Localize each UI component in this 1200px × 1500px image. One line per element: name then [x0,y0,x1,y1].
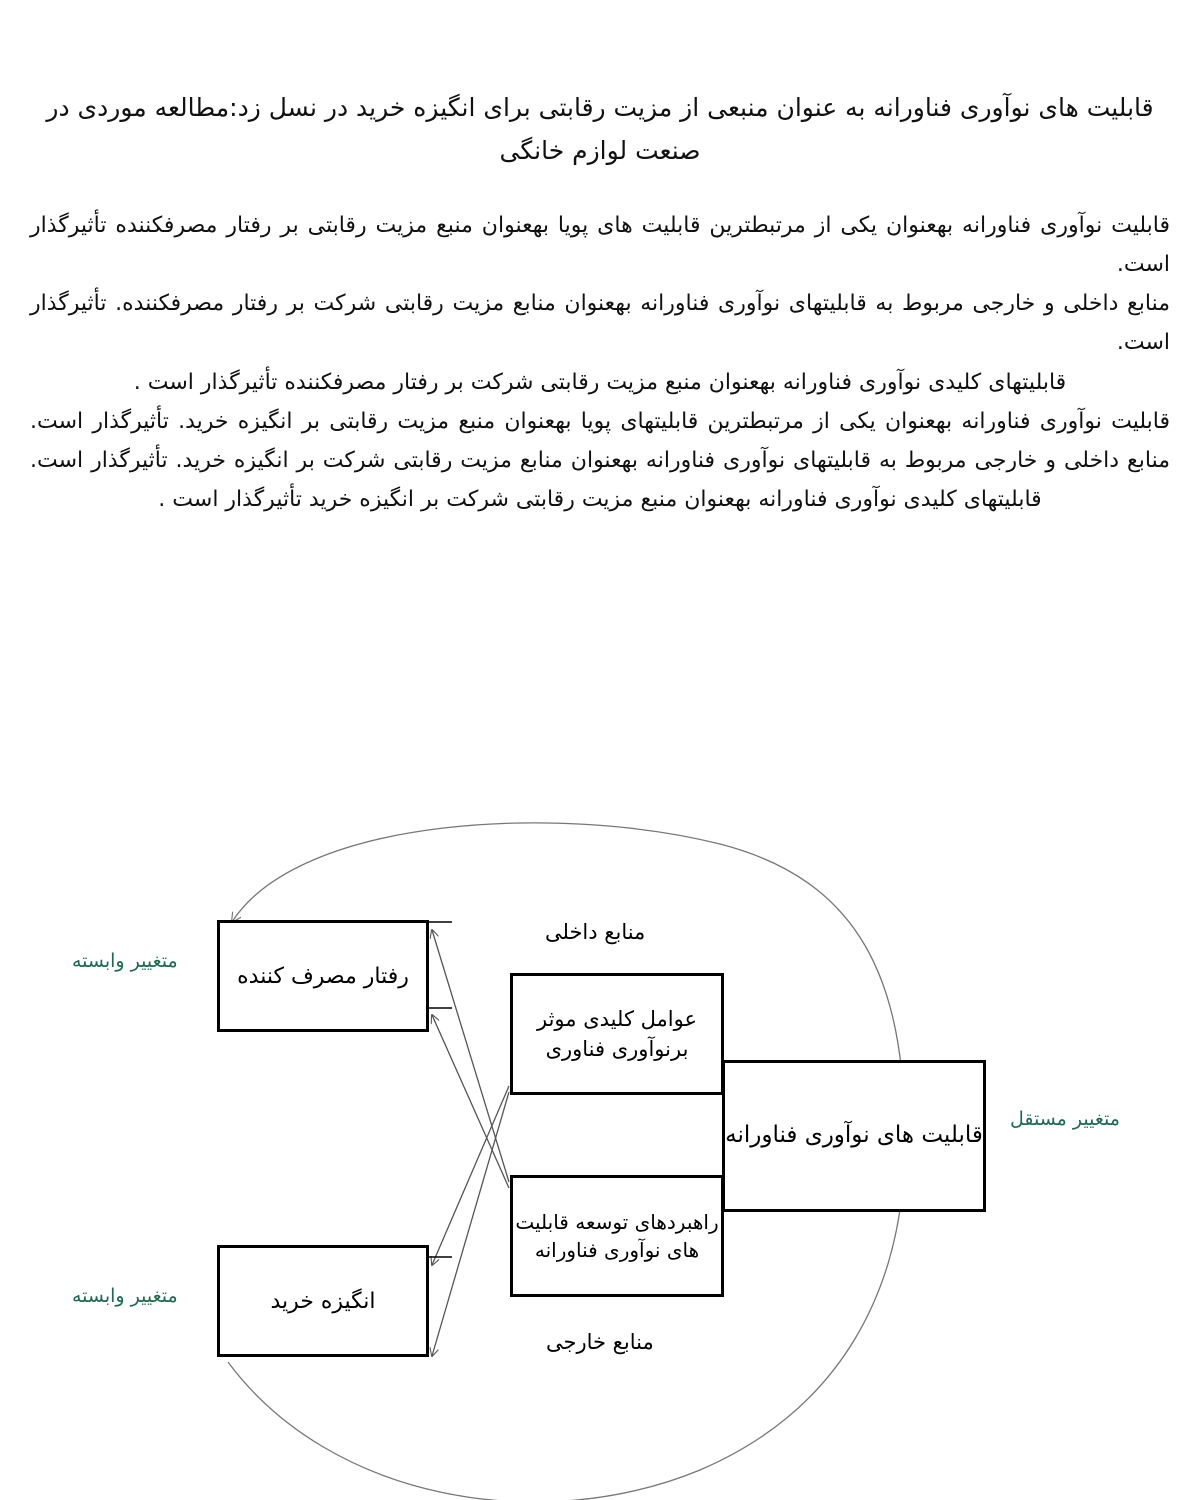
node-purchase-motivation[interactable]: انگیزه خرید [217,1245,429,1357]
edge-stubs [429,922,452,1257]
node-technological-innovation-capabilities[interactable]: قابلیت های نوآوری فناورانه [722,1060,986,1212]
node-development-strategies[interactable]: راهبردهای توسعه قابلیت های نوآوری فناورانه [510,1175,724,1297]
node-key-factors-tech-innovation[interactable]: عوامل کلیدی موثر برنوآوری فناوری [510,973,724,1095]
document-text-block [0,0,1200,519]
label-independent-variable: متغییر مستقل [1010,1108,1120,1130]
label-dependent-variable-top: متغییر وابسته [72,950,178,972]
caption-internal-sources: منابع داخلی [545,920,646,944]
paragraph-3: قابلیتهای کلیدی نوآوری فناورانه بهعنوان منبع مزیت رقابتی شرکت بر رفتار مصرفکننده تأثیرگذار است . [133,369,1067,395]
paragraph-1: قابلیت نوآوری فناورانه بهعنوان یکی از مرتبطترین قابلیت های پویا بهعنوان منبع مزیت رقابتی بر رفتار مصرفکننده تأثیرگذار است. [30,213,1170,278]
paragraph-2: منابع داخلی و خارجی مربوط به قابلیتهای نوآوری فناورانه بهعنوان منابع مزیت رقابتی شرکت بر رفتار مصرفکننده. تأثیرگذار است. [30,291,1170,356]
conceptual-model-diagram [0,810,1200,1500]
node-consumer-behavior[interactable]: رفتار مصرف کننده [217,920,429,1032]
diagram-connectors-layer [0,810,1200,1500]
label-dependent-variable-bottom: متغییر وابسته [72,1285,178,1307]
paragraph-6: قابلیتهای کلیدی نوآوری فناورانه بهعنوان منبع مزیت رقابتی شرکت بر انگیزه خرید تأثیرگذار است . [158,487,1042,513]
paragraph-5: منابع داخلی و خارجی مربوط به قابلیتهای نوآوری فناورانه بهعنوان منابع مزیت رقابتی شرکت بر انگیزه خرید. تأثیرگذار است. [30,447,1170,473]
paragraph-4: قابلیت نوآوری فناورانه بهعنوان یکی از مرتبطترین قابلیتهای پویا بهعنوان منبع مزیت رقابتی بر انگیزه خرید. تأثیرگذار است. [30,408,1170,434]
page-title: قابلیت های نوآوری فناورانه به عنوان منبعی از مزیت رقابتی برای انگیزه خرید در نسل زد:مطالعه موردی در صنعت لوازم خانگی [46,93,1154,165]
caption-external-sources: منابع خارجی [546,1330,654,1354]
cross-connectors [432,930,509,1356]
